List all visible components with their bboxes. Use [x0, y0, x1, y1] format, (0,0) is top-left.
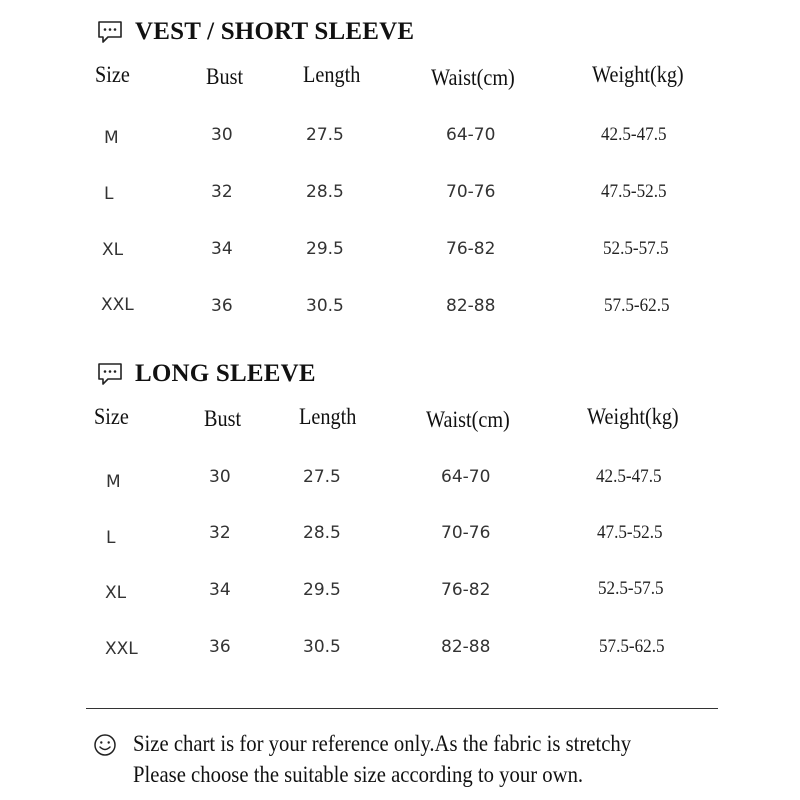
- column-header-size: Size: [94, 404, 129, 429]
- speech-bubble-icon: [97, 362, 123, 386]
- smiley-icon: [93, 733, 117, 757]
- column-header-waist: Waist(cm): [431, 65, 515, 90]
- cell-weight: 52.5-57.5: [603, 238, 669, 259]
- divider-line: [86, 708, 718, 709]
- cell-bust: 34: [209, 580, 231, 600]
- cell-size: M: [104, 128, 119, 148]
- cell-length: 30.5: [303, 637, 341, 657]
- cell-size: XL: [105, 583, 127, 603]
- cell-weight: 57.5-62.5: [604, 295, 670, 316]
- column-header-length: Length: [303, 62, 361, 87]
- cell-waist: 82-88: [441, 637, 491, 657]
- cell-bust: 36: [209, 637, 231, 657]
- cell-bust: 36: [211, 296, 233, 316]
- cell-weight: 42.5-47.5: [596, 466, 662, 487]
- cell-bust: 32: [211, 182, 233, 202]
- cell-bust: 34: [211, 239, 233, 259]
- note-line-1: Size chart is for your reference only.As the fabric is stretchy: [133, 731, 632, 756]
- cell-length: 30.5: [306, 296, 344, 316]
- section-title-text: VEST / SHORT SLEEVE: [135, 18, 415, 45]
- speech-bubble-icon: [97, 20, 123, 44]
- column-header-bust: Bust: [206, 64, 244, 89]
- cell-size: L: [104, 184, 114, 204]
- column-header-size: Size: [95, 62, 130, 87]
- cell-waist: 64-70: [441, 467, 491, 487]
- cell-waist: 70-76: [441, 523, 491, 543]
- cell-length: 29.5: [306, 239, 344, 259]
- column-header-weight: Weight(kg): [587, 404, 679, 429]
- cell-length: 28.5: [303, 523, 341, 543]
- cell-size: XXL: [101, 295, 134, 315]
- cell-waist: 70-76: [446, 182, 496, 202]
- cell-size: XL: [102, 240, 124, 260]
- column-header-weight: Weight(kg): [592, 62, 684, 87]
- cell-length: 28.5: [306, 182, 344, 202]
- column-header-length: Length: [299, 404, 357, 429]
- cell-weight: 47.5-52.5: [597, 522, 663, 543]
- section-title-long-sleeve: [97, 360, 316, 388]
- cell-waist: 76-82: [446, 239, 496, 259]
- section-title-vest-short-sleeve: [97, 18, 414, 46]
- cell-size: XXL: [105, 639, 138, 659]
- cell-weight: 52.5-57.5: [598, 578, 664, 599]
- cell-bust: 32: [209, 523, 231, 543]
- cell-waist: 76-82: [441, 580, 491, 600]
- cell-weight: 42.5-47.5: [601, 124, 667, 145]
- cell-length: 29.5: [303, 580, 341, 600]
- cell-waist: 82-88: [446, 296, 496, 316]
- column-header-waist: Waist(cm): [426, 407, 510, 432]
- cell-waist: 64-70: [446, 125, 496, 145]
- cell-size: M: [106, 472, 121, 492]
- cell-size: L: [106, 528, 116, 548]
- note-line-2: Please choose the suitable size according to your own.: [133, 762, 584, 787]
- cell-length: 27.5: [306, 125, 344, 145]
- section-title-text: LONG SLEEVE: [135, 360, 316, 387]
- cell-length: 27.5: [303, 467, 341, 487]
- column-header-bust: Bust: [204, 406, 242, 431]
- cell-weight: 57.5-62.5: [599, 636, 665, 657]
- cell-weight: 47.5-52.5: [601, 181, 667, 202]
- cell-bust: 30: [211, 125, 233, 145]
- cell-bust: 30: [209, 467, 231, 487]
